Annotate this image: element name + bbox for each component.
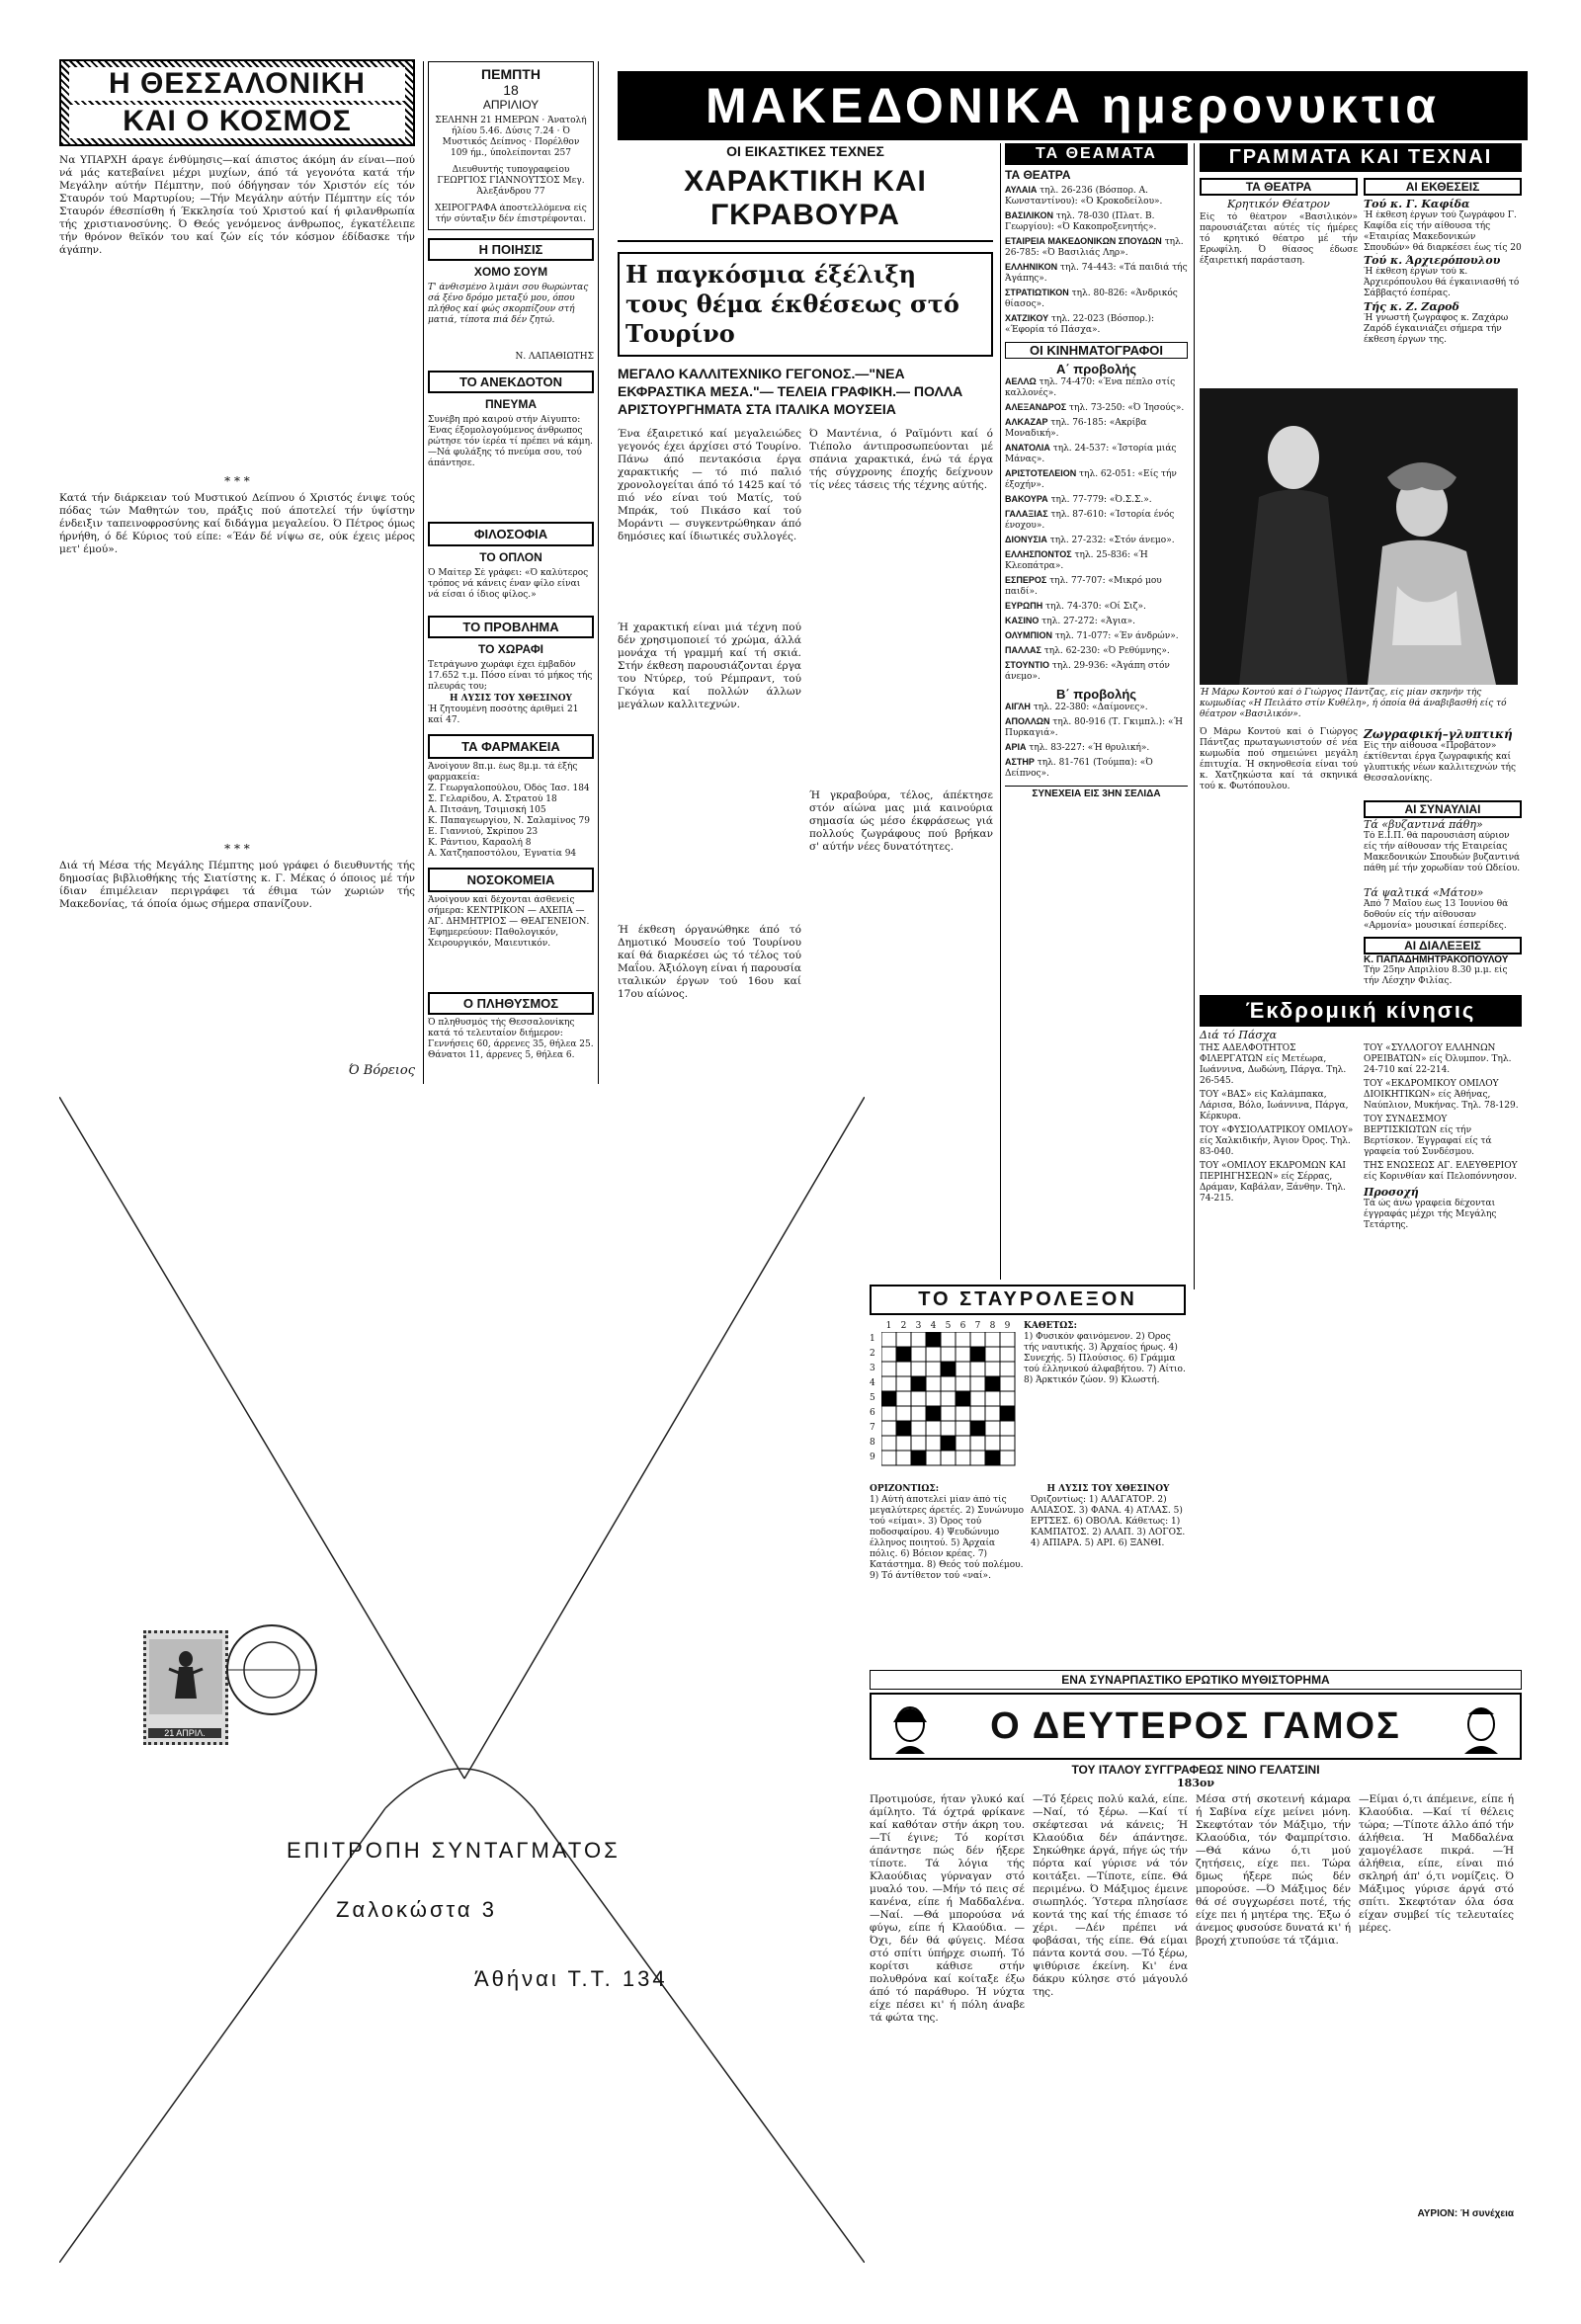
crossword-cell: [985, 1391, 1000, 1406]
crossword-cell: [911, 1451, 926, 1465]
concert-sub: Τά ψαλτικά «Μάτου»: [1364, 886, 1484, 899]
crossword-cell: [911, 1436, 926, 1451]
separator: * * *: [224, 842, 250, 856]
art-feature-box: [618, 252, 993, 357]
philosophy-heading: [428, 522, 594, 546]
painting-text: Είς τήν αίθουσα «Προβάτον» έκτίθενται έργα ζωγραφικής καί γλυπτικής νέων καλλιτεχνών τής Θεσσαλονίκης.: [1364, 741, 1516, 784]
theatre-photo: [1200, 388, 1518, 685]
pharmacy-item: Κ. Παπαγεωργίου, Ν. Σαλαμίνος 79: [428, 816, 590, 826]
exhibition1-title: Τού κ. Γ. Καφίδα: [1364, 198, 1470, 210]
almanac-column: [423, 61, 599, 1084]
pharmacies-heading-label: ΤΑ ΦΑΡΜΑΚΕΙΑ: [458, 739, 564, 754]
meetings-head: ΑΙ ΣΥΝΑΥΛΙΑΙ: [1364, 800, 1522, 818]
crossword-cell: [941, 1421, 956, 1436]
novel-col-2: —Τό ξέρεις πολύ καλά, είπε. —Ναί, τό ξέρω. —Καί τί σκέφτεσαι νά κάνεις; Ή Κλαούδια δέν άπάντησε. Σηκώθηκε άργά, πήγε ώς τήν πόρτα καί γύρισε νά τόν κοιτάξει. —Τίποτε, είπε. Θά περιμένω. Ό Μάξιμος έμεινε σιωπηλός. Ύστερα πλησίασε κοντά της καί τής έπιασε τό χέρι. —Δέν πρέπει νά φοβάσαι, τής είπε. Θά είμαι πάντα κοντά σου. —Τό ξέρω, ψιθύρισε έκείνη. Κι' ένα δάκρυ κύλησε στό μάγουλό της.: [1033, 1793, 1188, 1998]
art-body-columns: [618, 428, 993, 1151]
shows-heading: ΤΑ ΘΕΑΜΑΤΑ: [1005, 143, 1188, 165]
exhibition3-title: Τής κ. Ζ. Ζαροδ: [1364, 300, 1459, 313]
pharmacy-item: Σ. Γελαρίδου, Α. Στρατού 18: [428, 794, 557, 804]
cinema-item: ΑΕΛΛΩ τηλ. 74-470: «Ένα πέπλο στίς καλλονές».: [1005, 376, 1176, 398]
novel-section: [870, 1670, 1522, 2263]
anecdote-text: Συνέβη πρό καιρού στήν Αίγυπτο: Ένας έξομολογούμενος άνθρωπος ρώτησε τόν ίερέα τί πρέπει νά κάμη. —Νά φυλάξης τό πνεύμα σου, τού άπάντησε.: [428, 415, 593, 468]
cinema-item: ΑΡΙΑ τηλ. 83-227: «Ή θρυλική».: [1005, 742, 1150, 753]
crossword-col-number: 3: [915, 1321, 922, 1331]
excursions-sub: Διά τό Πάσχα: [1200, 1029, 1278, 1041]
crossword-cell: [970, 1362, 985, 1376]
actors-photo-image: [1200, 388, 1518, 685]
poetry-title: ΧΟΜΟ ΣΟΥΜ: [473, 265, 548, 279]
crossword-row-number: 4: [870, 1378, 875, 1388]
almanac-handwriting: ΧΕΙΡΟΓΡΑΦΑ άποστελλόμενα είς τήν σύνταξιν δέν έπιστρέφονται.: [435, 204, 587, 224]
crossword-across-col: [870, 1484, 1025, 1614]
art-body3: Ή έκθεση όργανώθηκε άπό τό Δημοτικό Μουσείο τού Τουρίνου καί θά διαρκέσει ώς τό τέλος τού Μαΐου. Άξιόλογη είναι ή παρουσία ιταλικών έργων τού 16ου καί 17ου αίώνος.: [618, 924, 801, 1000]
shows-section: [1000, 143, 1188, 1280]
stamp-date: 21 ΑΠΡΙΛ.: [148, 1728, 221, 1738]
crossword-row-number: 6: [870, 1408, 875, 1418]
crossword-cell: [970, 1421, 985, 1436]
theatre-item: ΒΑΣΙΛΙΚΟΝ τηλ. 78-030 (Πλατ. Β. Γεωργίου): «Ό Κακοπροξενητής».: [1005, 210, 1157, 232]
crossword-cell: [941, 1332, 956, 1347]
novel-title: Ο ΔΕΥΤΕΡΟΣ ΓΑΜΟΣ: [990, 1704, 1401, 1747]
crossword-clues-col: [1024, 1321, 1186, 1480]
letters-heading: ΓΡΑΜΜΑΤΑ ΚΑΙ ΤΕΧΝΑΙ: [1200, 143, 1522, 172]
crossword-heading: ΤΟ ΣΤΑΥΡΟΛΕΞΟΝ: [870, 1285, 1186, 1315]
crossword-col-number: 8: [989, 1321, 996, 1331]
sender-line2: Ζαλοκώστα 3: [336, 1897, 497, 1922]
theatre-item: ΕΛΛΗΝΙΚΟΝ τηλ. 74-443: «Τά παιδιά τής Άγάπης».: [1005, 262, 1188, 284]
hospitals-text: Άνοίγουν καί δέχονται άσθενείς σήμερα: ΚΕΝΤΡΙΚΟΝ — ΑΧΕΠΑ — ΑΓ. ΔΗΜΗΤΡΙΟΣ — ΘΕΑΓΕΝΕΙΟΝ. Έφημερεύουν: Παθολογικόν, Χειρουργικόν, Μαιευτικόν.: [428, 895, 590, 949]
crossword-cell: [926, 1451, 941, 1465]
crossword-cell: [941, 1391, 956, 1406]
crossword-cell: [881, 1332, 896, 1347]
crossword-cell: [926, 1421, 941, 1436]
novel-title-box: [870, 1693, 1522, 1760]
letters-section: [1194, 143, 1522, 1289]
art-col-2: [809, 428, 993, 1151]
crossword-body: [870, 1321, 1186, 1480]
concert-text: Άπό 7 Μαΐου έως 13 Ίουνίου θά δοθούν είς τήν αίθουσαν «Αρμονία» μουσικαί έσπερίδες.: [1364, 899, 1509, 931]
crossword-cell: [1000, 1406, 1015, 1421]
crossword-cell: [896, 1332, 911, 1347]
crossword-cell: [970, 1376, 985, 1391]
crossword-cell: [911, 1376, 926, 1391]
photo-caption: Ή Μάρω Κοντού καί ό Γιώργος Πάντζας, είς μίαν σκηνήν τής κωμωδίας «Η Πειλάτο στίν Κυθέλη», ή όποία θά άναβιβασθή είς τό θέατρον «Βασιλικόν».: [1200, 688, 1507, 719]
novel-col-4-wrap: [1359, 1793, 1514, 2228]
cinema-item: ΟΛΥΜΠΙΟΝ τηλ. 71-077: «Έν άνδρών».: [1005, 630, 1179, 641]
crossword-cell: [896, 1436, 911, 1451]
art-feature-title: Η παγκόσμια έξέλιξη τους θέμα έκθέσεως στό Τουρίνο: [625, 260, 959, 348]
crossword-cell: [1000, 1376, 1015, 1391]
cinema-item: ΑΛΚΑΖΑΡ τηλ. 76-185: «Ακρίβα Μοναδική».: [1005, 417, 1147, 439]
exhibition1-text: Ή έκθεση έργων τού ζωγράφου Γ. Καφίδα είς τήν αίθουσα τής «Εταιρίας Μακεδονικών Σπουδών» θά διαρκέσει έως τίς 20: [1364, 210, 1522, 253]
crossword-row-number: 3: [870, 1364, 875, 1373]
art-col-1: [618, 428, 801, 1151]
crossword-row-number: 9: [870, 1452, 875, 1462]
philosophy-text: Ό Μαίτερ Σέ γράφει: «Ό καλύτερος τρόπος νά κάνεις έναν φίλο είναι νά είσαι ό ίδιος φίλος.»: [428, 568, 589, 600]
poetry-heading: Η ΠΟΙΗΣΙΣ: [428, 238, 594, 261]
almanac-month: ΑΠΡΙΛΙΟΥ: [482, 98, 540, 112]
crossword-cell: [881, 1406, 896, 1421]
poetry-author: Ν. ΛΑΠΑΘΙΩΤΗΣ: [515, 352, 594, 362]
cinema-item: ΠΑΛΛΑΣ τηλ. 62-230: «Ό Ρεθύμνης».: [1005, 645, 1170, 656]
cinema-item: ΕΥΡΩΠΗ τηλ. 74-370: «Οί Σιζ».: [1005, 601, 1146, 612]
crossword-cell: [896, 1421, 911, 1436]
almanac-publisher: Διευθυντής τυπογραφείου ΓΕΩΡΓΙΟΣ ΓΙΑΝΝΟΥΤΣΟΣ Μεγ. Άλεξάνδρου 77: [437, 165, 585, 197]
postage-stamp: [143, 1630, 228, 1745]
art-body1: Ένα έξαιρετικό καί μεγαλειώδες γεγονός έχει άρχίσει στό Τουρίνο. Πάνω άπό πεντακόσια έργα χαρακτικής — τό πιό παλιό χρονολογείται άπό τό 1425 καί τό πιό νέο είναι τού Ματίς, τού Μπράκ, τού Πικάσο καί τού Μοράντι — συγκεντρώθηκαν άπό δημόσιες καί ίδιωτικές συλλογές.: [618, 428, 801, 542]
cinemas-list-1: [1005, 376, 1188, 683]
crossword-across-head: ΟΡΙΖΟΝΤΙΩΣ:: [870, 1484, 940, 1494]
crossword-grid-wrap: [870, 1321, 1018, 1480]
novel-man-portrait-icon: [1447, 1699, 1516, 1754]
crossword-cell: [926, 1406, 941, 1421]
crossword-cell: [941, 1406, 956, 1421]
cinema-item: ΑΝΑΤΟΛΙΑ τηλ. 24-537: «Ίστορία μιάς Μάνας».: [1005, 443, 1177, 464]
novel-kicker: ΕΝΑ ΣΥΝΑΡΠΑΣΤΙΚΟ ΕΡΩΤΙΚΟ ΜΥΘΙΣΤΟΡΗΜΑ: [870, 1670, 1522, 1690]
crossword-cell: [896, 1347, 911, 1362]
novel-next: ΑΥΡΙΟΝ: Ή συνέχεια: [1417, 2208, 1514, 2219]
cinemas-heading: ΟΙ ΚΙΝΗΜΑΤΟΓΡΑΦΟΙ: [1005, 342, 1188, 359]
pharmacy-item: Α. Χατζηαποστόλου, Έγνατία 94: [428, 849, 577, 859]
letters-bottom-col-2: [1364, 727, 1522, 987]
crossword-grid: [881, 1332, 1016, 1466]
painting-head: Ζωγραφική–γλυπτική: [1364, 727, 1513, 741]
excursions-heading: Έκδρομική κίνησις: [1200, 995, 1522, 1027]
exhibition2-title: Τού κ. Άρχιερόπουλου: [1364, 254, 1501, 267]
crossword-cell: [970, 1406, 985, 1421]
theatres-heading: ΤΑ ΘΕΑΤΡΑ: [1005, 168, 1071, 182]
sender-line1: ΕΠΙΤΡΟΠΗ ΣΥΝΤΑΓΜΑΤΟΣ: [287, 1838, 621, 1863]
crossword-cell: [1000, 1332, 1015, 1347]
crossword-cell: [881, 1451, 896, 1465]
meetings-text: Τό Ε.Ι.Π. θά παρουσιάση αύριον είς τήν αίθουσαν τής Εταιρείας Μακεδονικών Σπουδών βυζαντινά πάθη μέ τήν χορωδίαν τού Ωδείου.: [1364, 831, 1521, 873]
crossword-cell: [985, 1451, 1000, 1465]
crossword-cell: [911, 1421, 926, 1436]
crossword-cell: [881, 1436, 896, 1451]
crossword-across: 1) Αύτή άποτελεί μίαν άπό τίς μεγαλύτερες άρετές. 2) Συνώνυμο τού «είμαι». 3) Όρος τού ποδοσφαίρου. 4) Ψευδώνυμο έλληνος ποιητού. 5) Άρχαία πόλις. 6) Βόειον κρέας. 7) Κατάστημα. 8) Θεός τού πολέμου. 9) Τό άντίθετον τού «ναί».: [870, 1495, 1025, 1581]
theatre-item: ΧΑΤΖΙΚΟΥ τηλ. 22-023 (Βόσπορ.): «Έφορία τό Πάσχα».: [1005, 313, 1155, 335]
crossword-cell: [970, 1347, 985, 1362]
crossword-cell: [941, 1436, 956, 1451]
thessaloniki-title-box: [59, 59, 415, 146]
crossword-section: [870, 1285, 1186, 1660]
cinema-item: ΣΤΟΥΝΤΙΟ τηλ. 29-936: «Άγάπη στόν άνεμο».: [1005, 660, 1170, 682]
crossword-col-number: 5: [945, 1321, 952, 1331]
crossword-cell: [970, 1451, 985, 1465]
pharmacy-item: Κ. Ράντιου, Καραολή 8: [428, 838, 532, 848]
exhibitions-head: ΑΙ ΕΚΘΕΣΕΙΣ: [1364, 178, 1522, 196]
excursions-columns: [1200, 1043, 1522, 1231]
crossword-cell: [911, 1332, 926, 1347]
crossword-cell: [941, 1376, 956, 1391]
problem-heading: ΤΟ ΠΡΟΒΛΗΜΑ: [428, 616, 594, 638]
letters-theatre-text: Είς τό θέατρον «Βασιλικόν» παρουσιάζεται αύτές τίς ήμέρες τό κρητικό θέατρο μέ τήν Ερωφίλη. Ό θίασος έδωσε έξαιρετική παράσταση.: [1200, 212, 1358, 266]
novel-woman-portrait-icon: [875, 1699, 945, 1754]
crossword-cell: [985, 1376, 1000, 1391]
crossword-bottom: [870, 1484, 1186, 1614]
crossword-cell: [881, 1421, 896, 1436]
masthead: [618, 71, 1528, 140]
crossword-numbers: [870, 1321, 1018, 1332]
pharmacies-list: [428, 784, 594, 860]
crossword-cell: [941, 1362, 956, 1376]
crossword-col-number: 1: [885, 1321, 892, 1331]
crossword-cell: [1000, 1391, 1015, 1406]
crossword-solution: Όριζοντίως: 1) ΑΛΑΓΑΤΟΡ. 2) ΑΛΙΑΣΟΣ. 3) ΦΑΝΑ. 4) ΑΤΛΑΣ. 5) ΕΡΤΣΕΣ. 6) ΟΒΟΛΑ. Κάθετως: 1) ΚΑΜΠΑΤΟΣ. 2) ΑΛΑΠ. 3) ΛΟΓΟΣ. 4) ΑΠΙΑΡΑ. 5) ΑΡΙ. 6) ΞΑΝΘΙ.: [1031, 1495, 1186, 1548]
crossword-row-number: 5: [870, 1393, 875, 1403]
crossword-cell: [1000, 1421, 1015, 1436]
cinema-item: ΑΙΓΛΗ τηλ. 22-380: «Δαίμονες».: [1005, 702, 1148, 712]
excursions-col-2: [1364, 1043, 1522, 1231]
crossword-cell: [1000, 1362, 1015, 1376]
letters2-body: Ό Μάρω Κοντού καί ό Γιώργος Πάντζας πρωταγωνιστούν σέ νέα κωμωδία πού σημειώνει μεγάλη έπιτυχία. Ή σκηνοθεσία είναι τού κ. Χατζηκώστα καί τά σκηνικά τού κ. Φωτόπουλου.: [1200, 727, 1358, 791]
exhibition2-text: Ή έκθεση έργων τού κ. Άρχιερόπουλου θά έγκαινιασθή τό Σάββαςτό έσπέρας.: [1364, 267, 1520, 298]
novel-byline: ΤΟΥ ΙΤΑΛΟΥ ΣΥΓΓΡΑΦΕΩΣ ΝΙΝΟ ΓΕΛΑΤΣΙΝΙ: [1071, 1763, 1320, 1777]
stamp-figure-icon: [149, 1639, 222, 1714]
cinema-item: ΑΡΙΣΤΟΤΕΛΕΙΟΝ τηλ. 62-051: «Είς τήν έξοχήν».: [1005, 468, 1177, 490]
crossword-cell: [956, 1406, 970, 1421]
crossword-cell: [911, 1362, 926, 1376]
excursion-item: ΤΟΥ «ΒΑΣ» είς Καλάμπακα, Λάρισα, Βόλο, Ιωάννινα, Πάργα, Κέρκυρα.: [1200, 1090, 1349, 1121]
cinema-item: ΒΑΚΟΥΡΑ τηλ. 77-779: «Ό.Σ.Σ.».: [1005, 494, 1152, 505]
crossword-rows: [870, 1332, 1018, 1466]
crossword-down: 1) Φυσικόν φαινόμενον. 2) Όρος τής ναυτικής. 3) Άρχαίος ήρως. 4) Συνεχής. 5) Πλούσιος. 6) Γράμμα τού έλληνικού άλφαβήτου. 7) Αίτιο. 8) Άρκτικόν ζώον. 9) Κλωστή.: [1024, 1332, 1186, 1385]
crossword-row-number: 1: [870, 1334, 875, 1344]
theatre-item: ΑΥΛΑΙΑ τηλ. 26-236 (Βόσπορ. Α. Κωνσταντίνου): «Ό Κροκοδείλου».: [1005, 185, 1163, 207]
excursion-item: ΤΗΣ ΑΔΕΛΦΟΤΗΤΟΣ ΦΙΛΕΡΓΑΤΩΝ είς Μετέωρα, Ιωάννινα, Δωδώνη, Πάργα. Τηλ. 26-545.: [1200, 1043, 1347, 1086]
crossword-cell: [941, 1451, 956, 1465]
crossword-cell: [926, 1376, 941, 1391]
cinema-item: ΔΙΟΝΥΣΙΑ τηλ. 27-232: «Στόν άνεμο».: [1005, 535, 1175, 545]
excursion-item: ΤΟΥ ΣΥΝΔΕΣΜΟΥ ΒΕΡΤΙΣΚΙΩΤΩΝ είς τήν Βερτίσκον. Έγγραφαί είς τά γραφεία τού Συνδέσμου.: [1364, 1115, 1492, 1157]
almanac-info: ΣΕΛΗΝΗ 21 ΗΜΕΡΩΝ · Άνατολή ήλίου 5.46. Δύσις 7.24 · Ό Μυστικός Δείπνος · Πορέλθον 109 ήμ., ύπολείπονται 257: [435, 116, 587, 158]
population-text: Ό πληθυσμός τής Θεσσαλονίκης κατά τό τελευταίον διήμερον: Γεννήσεις 60, άρρενες 35, θήλεα 25. Θάνατοι 11, άρρενες 5, θήλεα 6.: [428, 1018, 594, 1060]
problem-answer-title: Η ΛΥΣΙΣ ΤΟΥ ΧΘΕΣΙΝΟΥ: [450, 694, 572, 704]
crossword-row-number: 8: [870, 1438, 875, 1448]
crossword-cell: [970, 1436, 985, 1451]
crossword-cell: [896, 1451, 911, 1465]
crossword-col-number: 2: [900, 1321, 907, 1331]
crossword-row-number: 7: [870, 1423, 875, 1433]
thessaloniki-section: [59, 59, 415, 1082]
problem-answer: Ή ζητουμένη ποσότης άριθμεί 21 καί 47.: [428, 705, 579, 725]
hospitals-heading-label: ΝΟΣΟΚΟΜΕΙΑ: [463, 872, 559, 887]
thessaloniki-para1: Να ΥΠΑΡΧΗ άραγε ένθύμησις—καί άπιστος άκόμη άν είναι—πού νά μάς κατεβαίνει μέχρι μυχίων, άπό τά γεγονότα κατά τήν Μεγάλην αύτήν Πέμπτην, πού όδήγησαν τόν Χριστόν είς τόν Σταυρόν τού Μαρτυρίου; —Τήν Μεγάλην αύτήν Πέμπτην είς τόν Σταυρόν έθεσπίσθη ή Έκκλησία τού Χριστού καί ή φιλανθρωπία τής χριστιανοσύνης. Ό Θεός γενόμενος άνθρωπος, έγκατέλειπε τήν θρόνον θεϊκόν του καί ζών είς τόν κόσμον έδίδασκε τήν άγάπην.: [59, 154, 415, 256]
postmark-icon: [217, 1616, 326, 1724]
crossword-cell: [896, 1376, 911, 1391]
art-feature-deck: ΜΕΓΑΛΟ ΚΑΛΛΙΤΕΧΝΙΚΟ ΓΕΓΟΝΟΣ.—"ΝΕΑ ΕΚΦΡΑΣΤΙΚΑ ΜΕΣΑ."— ΤΕΛΕΙΑ ΓΡΑΦΙΚΗ.— ΠΟΛΛΑ ΑΡΙΣΤΟΥΡΓΗΜΑΤΑ ΣΤΑ ΙΤΑΛΙΚΑ ΜΟΥΣΕΙΑ: [618, 366, 963, 417]
cinema-item: ΑΠΟΛΛΩΝ τηλ. 80-916 (Τ. Γκιμπλ.): «Ή Πυρκαγιά».: [1005, 716, 1183, 738]
novel-col-1: Προτιμούσε, ήταν γλυκό καί άμίλητο. Τά όχτρά φρίκανε καί καθόταν στήν άκρη του. —Τί έγινε; Τό κορίτσι άπάντησε πώς δέν ήξερε τίποτε. Τά λόγια τής Κλαούδιας γύρναγαν στό μυαλό του. —Μήν τό πεις σέ κανένα, είπε ή Μαδδαλένα. —Ναί. —Θά μπορούσα νά φύγω, είπε ή Κλαούδια. —Όχι, δέν θά φύγεις. Μέσα στό σπίτι ύπήρχε σιωπή. Τό κορίτσι κάθισε στήν πολυθρόνα καί κοίταξε έξω άπό τό παράθυρο. Ή νύχτα είχε πέσει κι' ή πόλη άναβε τά φώτα της.: [870, 1793, 1025, 2024]
crossword-cell: [911, 1391, 926, 1406]
art-headline: ΧΑΡΑΚΤΙΚΗ ΚΑΙ ΓΚΡΑΒΟΥΡΑ: [618, 165, 993, 242]
philosophy-heading-label: ΦΙΛΟΣΟΦΙΑ: [470, 527, 551, 541]
cinema-item: ΕΣΠΕΡΟΣ τηλ. 77-707: «Μικρό μου παιδί».: [1005, 575, 1162, 597]
thessaloniki-title-line2: ΚΑΙ Ο ΚΟΣΜΟΣ: [69, 105, 405, 138]
crossword-cell: [985, 1436, 1000, 1451]
envelope: [59, 1097, 865, 2263]
meetings-sub: Τά «βυζαντινά πάθη»: [1364, 818, 1483, 831]
crossword-cell: [896, 1406, 911, 1421]
novel-col-3: Μέσα στή σκοτεινή κάμαρα ή Σαβίνα είχε μείνει μόνη. Σκεφτόταν τόν Μάξιμο, τήν Κλαούδια, τόν Φαμπρίτσιο. —Θά κάνω ό,τι μού ζητήσεις, είχε πει. Τώρα δμως ήξερε πώς δέν μπορούσε. —Ό Μάξιμος δέν θά σέ συγχωρέσει ποτέ, τής είχε πει ή μητέρα της. Έξω ό άνεμος φυσούσε δυνατά κι' ή βροχή χτυπούσε τά τζάμια.: [1196, 1793, 1351, 1947]
pharmacy-item: Α. Πιτσάνη, Τσιμισκή 105: [428, 805, 546, 815]
letters-bottom-columns: [1200, 727, 1522, 987]
excursion-item: ΤΟΥ «ΣΥΛΛΟΓΟΥ ΕΛΛΗΝΩΝ ΟΡΕΙΒΑΤΩΝ» είς Όλυμπον. Τηλ. 24-710 καί 22-214.: [1364, 1043, 1512, 1075]
letters-col-theatre: [1200, 178, 1358, 380]
crossword-cell: [926, 1332, 941, 1347]
crossword-cell: [985, 1406, 1000, 1421]
crossword-cell: [881, 1391, 896, 1406]
cinemas-list-2: [1005, 702, 1188, 780]
almanac-box: [428, 61, 594, 230]
novel-columns: [870, 1793, 1522, 2228]
crossword-cell: [1000, 1451, 1015, 1465]
masthead-title: ΜΑΚΕΔΟΝΙΚΑ ημερονυκτια: [706, 78, 1440, 133]
crossword-cell: [985, 1347, 1000, 1362]
pharmacy-item: Ζ. Γεωργαλοπούλου, Όδός Ίασ. 184: [428, 784, 590, 793]
crossword-cell: [881, 1362, 896, 1376]
excursions-note-head: Προσοχή: [1364, 1186, 1419, 1199]
art-section: [618, 143, 993, 1220]
letters-top-columns: [1200, 178, 1522, 380]
problem-text: Τετράγωνο χωράφι έχει έμβαδόν 17.652 τ.μ. Πόσο είναι τό μήκος τής πλευράς του;: [428, 660, 593, 692]
crossword-cell: [956, 1421, 970, 1436]
thessaloniki-signature: Ό Βόρειος: [348, 1063, 415, 1078]
crossword-cell: [926, 1362, 941, 1376]
crossword-cell: [985, 1421, 1000, 1436]
crossword-cell: [970, 1391, 985, 1406]
almanac-weekday: ΠΕΜΠΤΗ: [481, 66, 541, 82]
crossword-cell: [956, 1332, 970, 1347]
anecdote-heading: ΤΟ ΑΝΕΚΔΟΤΟΝ: [428, 371, 594, 393]
exhibition3-text: Ή γνωστή ζωγράφος κ. Ζαχάρω Ζαρόδ έγκαινιάζει σήμερα τήν έκθεση έργων της.: [1364, 313, 1509, 345]
pharmacies-intro: Άνοίγουν 8π.μ. έως 8μ.μ. τά έξής φαρμακεία:: [428, 762, 578, 783]
crossword-cell: [956, 1376, 970, 1391]
crossword-cell: [926, 1436, 941, 1451]
almanac-day: 18: [503, 82, 519, 98]
letters-theatre-sub: Κρητικόν Θέατρον: [1227, 198, 1330, 210]
crossword-cell: [956, 1362, 970, 1376]
crossword-col-number: 7: [974, 1321, 981, 1331]
crossword-cell: [926, 1347, 941, 1362]
crossword-cell: [1000, 1436, 1015, 1451]
crossword-cell: [926, 1391, 941, 1406]
crossword-cell: [911, 1347, 926, 1362]
lectures-head-label: ΑΙ ΔΙΑΛΕΞΕΙΣ: [1401, 939, 1484, 953]
crossword-cell: [956, 1347, 970, 1362]
population-heading: Ο ΠΛΗΘΥΣΜΟΣ: [428, 992, 594, 1015]
crossword-solution-col: [1031, 1484, 1186, 1614]
second-run-heading: Β΄ προβολής: [1055, 687, 1137, 702]
crossword-solution-head: Η ΛΥΣΙΣ ΤΟΥ ΧΘΕΣΙΝΟΥ: [1046, 1484, 1170, 1494]
first-run-heading: Α΄ προβολής: [1055, 362, 1137, 376]
pharmacy-item: Ε. Γιαννιού, Σκρίπου 23: [428, 827, 539, 837]
excursion-item: ΤΗΣ ΕΝΩΣΕΩΣ ΑΓ. ΕΛΕΥΘΕΡΙΟΥ είς Κορινθίαν καί Πελοπόννησον.: [1364, 1161, 1518, 1182]
cinema-item: ΑΛΕΞΑΝΔΡΟΣ τηλ. 73-250: «Ό Ίησούς».: [1005, 402, 1185, 413]
crossword-cell: [881, 1347, 896, 1362]
theatre-item: ΣΤΡΑΤΙΩΤΙΚΟΝ τηλ. 80-826: «Άνδρικός θίασος».: [1005, 288, 1178, 309]
cinema-item: ΕΛΛΗΣΠΟΝΤΟΣ τηλ. 25-836: «Ή Κλεοπάτρα».: [1005, 549, 1148, 571]
lectures-text: Τήν 25ην Απριλίου 8.30 μ.μ. είς τήν Λέσχην Φιλίας.: [1364, 965, 1508, 986]
letters-bottom-col-1: [1200, 727, 1358, 987]
letters-theatre-head: ΤΑ ΘΕΑΤΡΑ: [1200, 178, 1358, 196]
crossword-cell: [985, 1332, 1000, 1347]
thessaloniki-para3: Διά τή Μέσα τής Μεγάλης Πέμπτης μού γράφει ό διευθυντής τής δημοσίας βιβλιοθήκης τής Σιατίστης κ. Γ. Μέκας ό όποιος μέ τήν ίδιαν έπιμέλειαν περιγράφει τά έθιμα τών χωριών τής Μακεδονίας, τά όποία όμως σήμερα σπανίζουν.: [59, 860, 415, 910]
cinema-item: ΚΑΣΙΝΟ τηλ. 27-272: «Άγια».: [1005, 616, 1136, 626]
sender-line3: Άθήναι Τ.Τ. 134: [474, 1966, 668, 1991]
crossword-col-number: 6: [959, 1321, 966, 1331]
thessaloniki-para2: Κατά τήν διάρκειαν τού Μυστικού Δείπνου ό Χριστός ένιψε τούς πόδας τών Μαθητών του, πράξις πού άποτελεί τήν ύψίστην ένδειξιν ταπεινοφροσύνης καί διδάγμα μεγαλείου. Ό Πέτρος όμως ήρνήθη, ό δέ Κύριος τού είπε: «Έάν δέ νίψω σε, ούκ έχεις μέρος μετ' έμού».: [59, 492, 415, 555]
novel-col-4: —Είμαι ό,τι άπέμεινε, είπε ή Κλαούδια. —Καί τί θέλεις τώρα; —Τίποτε άλλο άπό τήν άλήθεια. Ή Μαδδαλένα χαμογέλασε πικρά. —Ή άλήθεια, είπε, είναι πιό σκληρή άπ' ό,τι νομίζεις. Ό Μάξιμος γύρισε άργά στό σπίτι. Σκεφτόταν όλα όσα είχαν συμβεί τίς τελευταίες μέρες.: [1359, 1793, 1514, 1934]
thessaloniki-title-line1: Η ΘΕΣΣΑΛΟΝΙΚΗ: [69, 67, 405, 101]
crossword-row-number: 2: [870, 1349, 875, 1359]
shows-continued: ΣΥΝΕΧΕΙΑ ΕΙΣ 3ΗΝ ΣΕΛΙΔΑ: [1005, 786, 1188, 799]
art-body2: Ή χαρακτική είναι μιά τέχνη πού δέν χρησιμοποιεί τό χρώμα, άλλά μονάχα τή γραμμή καί τή σκιά. Στήν έκθεση παρουσιάζονται έργα του Ντύρερ, τού Ρέμπραντ, τού Γκόγια καί πολλών άλλων μεγάλων καλλιτεχνών.: [618, 622, 801, 710]
crossword-cell: [956, 1436, 970, 1451]
crossword-cell: [941, 1347, 956, 1362]
poetry-text: Τ' άνθισμένο λιμάνι σου θωρώντας σά ξένο δρόμο μεταξύ μου, όπου πλήθος καί φώς σκορπίζουν στή ματιά, τίποτα πιά δέν ζητώ.: [428, 283, 589, 325]
cinema-item: ΓΑΛΑΞΙΑΣ τηλ. 87-610: «Ίστορία ένός ένοχου».: [1005, 509, 1175, 531]
art-body5: Ή γκραβούρα, τέλος, άπέκτησε στόν αίώνα μας μιά καινούρια σημασία ώς μέσο έκφράσεως γιά πολλούς ζωγράφους πού βρήκαν σ' αύτήν νέες δυνατότητες.: [809, 789, 993, 853]
crossword-cell: [985, 1362, 1000, 1376]
theatres-list: [1005, 185, 1188, 336]
crossword-cell: [956, 1391, 970, 1406]
excursion-item: ΤΟΥ «ΦΥΣΙΟΛΑΤΡΙΚΟΥ ΟΜΙΛΟΥ» είς Χαλκιδικήν, Άγιον Όρος. Τηλ. 83-040.: [1200, 1125, 1354, 1157]
cinema-item: ΑΣΤΗΡ τηλ. 81-761 (Τούμπα): «Ό Δείπνος».: [1005, 757, 1153, 779]
crossword-col-number: 9: [1004, 1321, 1011, 1331]
crossword-cell: [970, 1332, 985, 1347]
crossword-row-numbers: [870, 1332, 881, 1466]
lectures-sub: Κ. ΠΑΠΑΔΗΜΗΤΡΑΚΟΠΟΥΛΟΥ: [1364, 954, 1509, 965]
crossword-cell: [956, 1451, 970, 1465]
problem-title: ΤΟ ΧΩΡΑΦΙ: [477, 642, 544, 656]
crossword-cell: [911, 1406, 926, 1421]
crossword-down-head: ΚΑΘΕΤΩΣ:: [1024, 1321, 1077, 1331]
hospitals-heading: [428, 868, 594, 892]
art-body4: Ό Μαντένια, ό Ραϊμόντι καί ό Τιέπολο άντιπροσωπεύονται μέ σπάνια χαρακτικά, ένώ τά έργα τής σύγχρονης έποχής δείχνουν τίς νέες τάσεις τής τέχνης αύτής.: [809, 428, 993, 491]
crossword-col-number: 4: [930, 1321, 937, 1331]
crossword-cell: [881, 1376, 896, 1391]
excursions-col-1: [1200, 1043, 1358, 1231]
pharmacies-heading: [428, 734, 594, 759]
separator: * * *: [224, 474, 250, 488]
crossword-cell: [896, 1362, 911, 1376]
philosophy-title: ΤΟ ΟΠΛΟΝ: [479, 550, 542, 564]
anecdote-title: ΠΝΕΥΜΑ: [484, 397, 537, 411]
excursions-note: Τά ώς άνω γραφεία δέχονται έγγραφάς μέχρι τής Μεγάλης Τετάρτης.: [1364, 1199, 1497, 1230]
art-kicker: ΟΙ ΕΙΚΑΣΤΙΚΕΣ ΤΕΧΝΕΣ: [726, 143, 884, 159]
excursion-item: ΤΟΥ «ΟΜΙΛΟΥ ΕΚΔΡΟΜΩΝ ΚΑΙ ΠΕΡΙΗΓΗΣΕΩΝ» είς Σέρρας, Δράμαν, Καβάλαν, Ξάνθην. Τηλ. 74-215.: [1200, 1161, 1346, 1204]
excursion-item: ΤΟΥ «ΕΚΔΡΟΜΙΚΟΥ ΟΜΙΛΟΥ ΔΙΟΙΚΗΤΙΚΩΝ» είς Άθήνας, Ναύπλιον, Μυκήνας. Τηλ. 78-129.: [1364, 1079, 1519, 1111]
theatre-item: ΕΤΑΙΡΕΙΑ ΜΑΚΕΔΟΝΙΚΩΝ ΣΠΟΥΔΩΝ τηλ. 26-785: «Ό Βασιλιάς Ληρ».: [1005, 236, 1184, 258]
lectures-head: [1364, 937, 1522, 954]
letters-col-exhibitions: [1364, 178, 1522, 380]
crossword-cell: [1000, 1347, 1015, 1362]
crossword-cell: [896, 1391, 911, 1406]
novel-installment: 183ον: [1177, 1777, 1214, 1789]
